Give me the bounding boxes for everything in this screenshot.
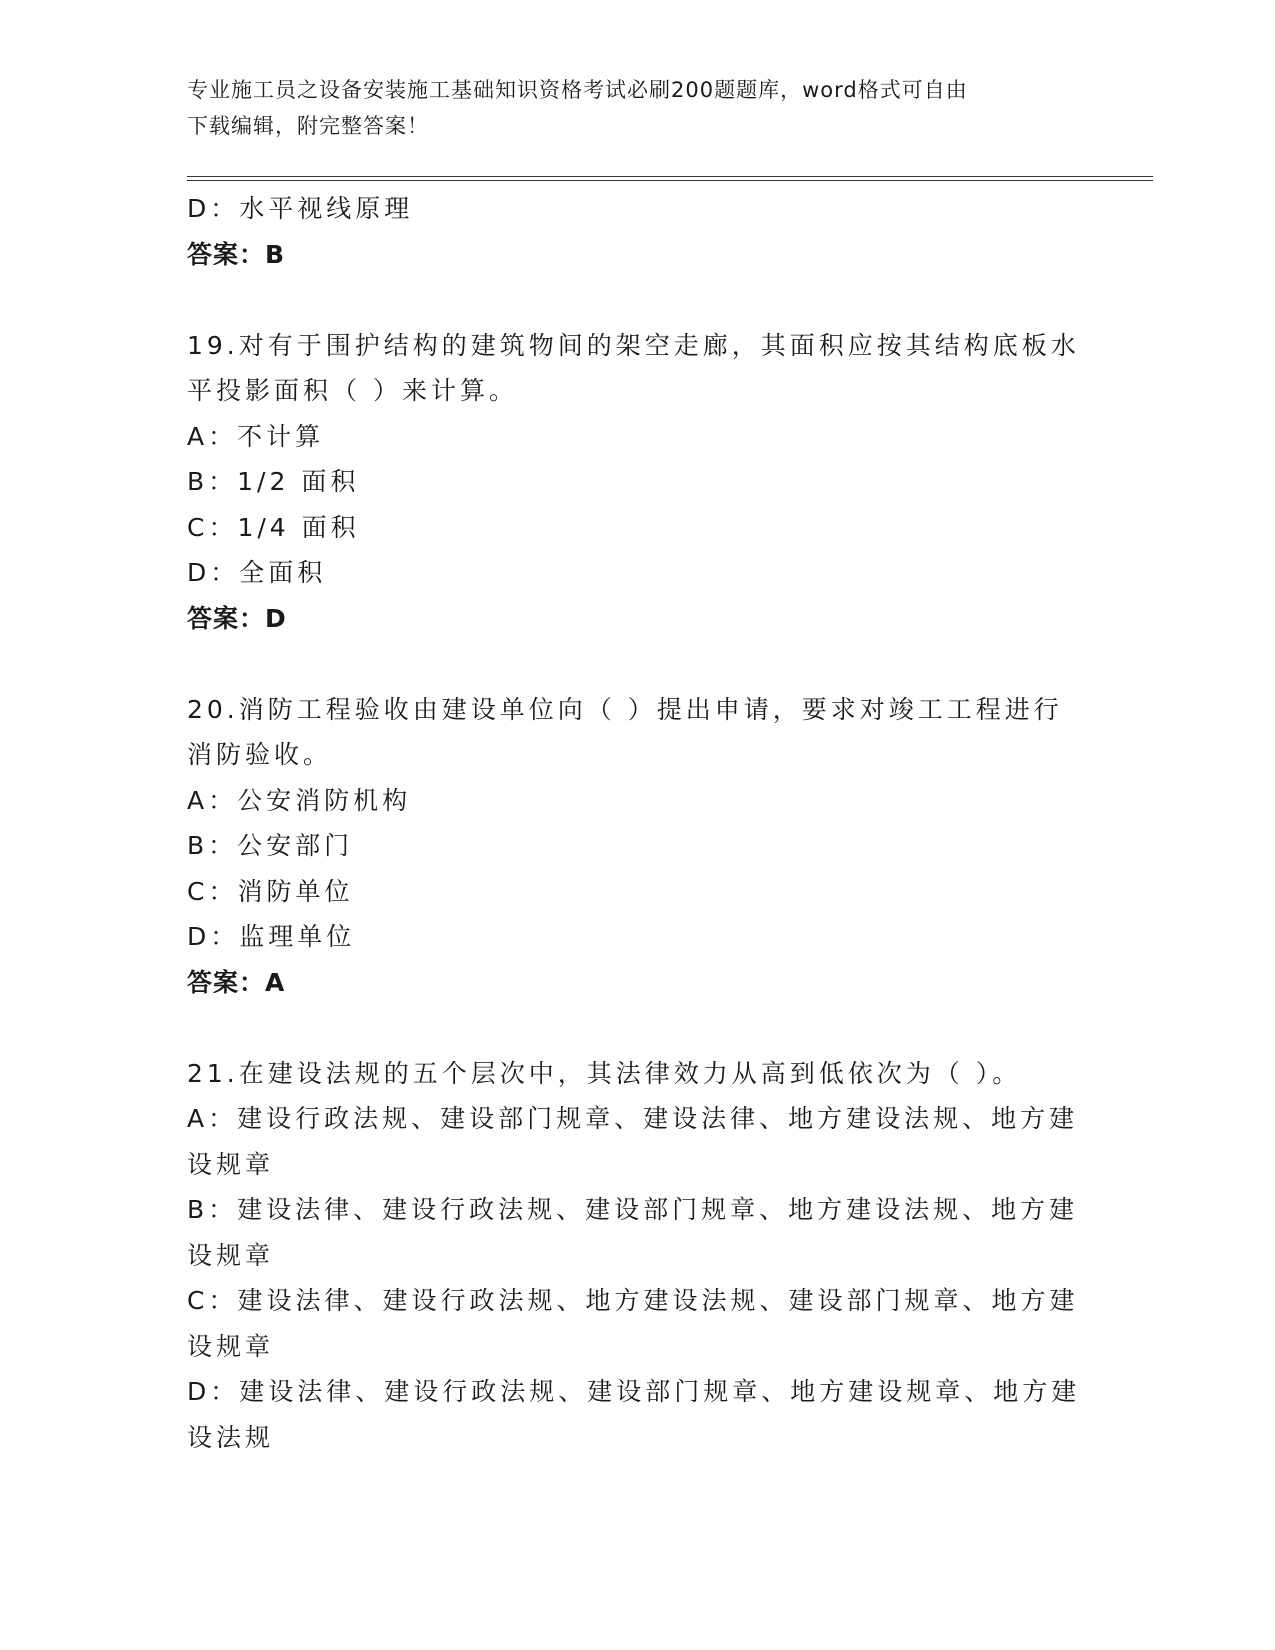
header-double-rule bbox=[187, 176, 1153, 181]
text-line: B：建设法律、建设行政法规、建设部门规章、地方建设法规、地方建 bbox=[187, 1195, 1079, 1224]
text-line: 21.在建设法规的五个层次中，其法律效力从高到低依次为（ ）。 bbox=[187, 1058, 1022, 1088]
text-line: B：1/2 面积 bbox=[187, 467, 360, 496]
text-line: 设规章 bbox=[187, 1149, 275, 1179]
text-line: 设规章 bbox=[187, 1240, 275, 1270]
text-line: C：建设法律、建设行政法规、地方建设法规、建设部门规章、地方建 bbox=[187, 1286, 1079, 1315]
answer-line: 答案：B bbox=[187, 239, 286, 269]
text-line: D：建设法律、建设行政法规、建设部门规章、地方建设规章、地方建 bbox=[187, 1377, 1081, 1406]
text-line: A：建设行政法规、建设部门规章、建设法律、地方建设法规、地方建 bbox=[187, 1104, 1079, 1133]
text-line: C：消防单位 bbox=[187, 876, 354, 906]
text-line: A：公安消防机构 bbox=[187, 785, 412, 815]
text-line: D：水平视线原理 bbox=[187, 194, 414, 223]
header-line-2: 下载编辑，附完整答案！ bbox=[187, 114, 429, 138]
document-header bbox=[187, 72, 1067, 144]
text-line: 19.对有于围护结构的建筑物间的架空走廊，其面积应按其结构底板水 bbox=[187, 330, 1080, 360]
text-line: D：监理单位 bbox=[187, 922, 356, 951]
text-line: 设规章 bbox=[187, 1331, 275, 1361]
text-line: 设法规 bbox=[187, 1422, 275, 1452]
question-content bbox=[187, 186, 1081, 1460]
header-line-1: 专业施工员之设备安装施工基础知识资格考试必刷200题题库，word格式可自由 bbox=[187, 78, 968, 102]
text-line: 消防验收。 bbox=[187, 740, 333, 769]
blank-line bbox=[187, 641, 1067, 687]
text-line: A：不计算 bbox=[187, 421, 325, 451]
blank-line bbox=[187, 1005, 1067, 1051]
blank-line bbox=[187, 277, 1067, 323]
text-line: 平投影面积（ ）来计算。 bbox=[187, 376, 518, 405]
text-line: D：全面积 bbox=[187, 558, 327, 587]
text-line: B：公安部门 bbox=[187, 831, 354, 860]
text-line: C：1/4 面积 bbox=[187, 512, 360, 542]
text-line: 20.消防工程验收由建设单位向（ ）提出申请，要求对竣工工程进行 bbox=[187, 694, 1063, 724]
answer-line: 答案：A bbox=[187, 967, 286, 997]
answer-line: 答案：D bbox=[187, 603, 287, 633]
